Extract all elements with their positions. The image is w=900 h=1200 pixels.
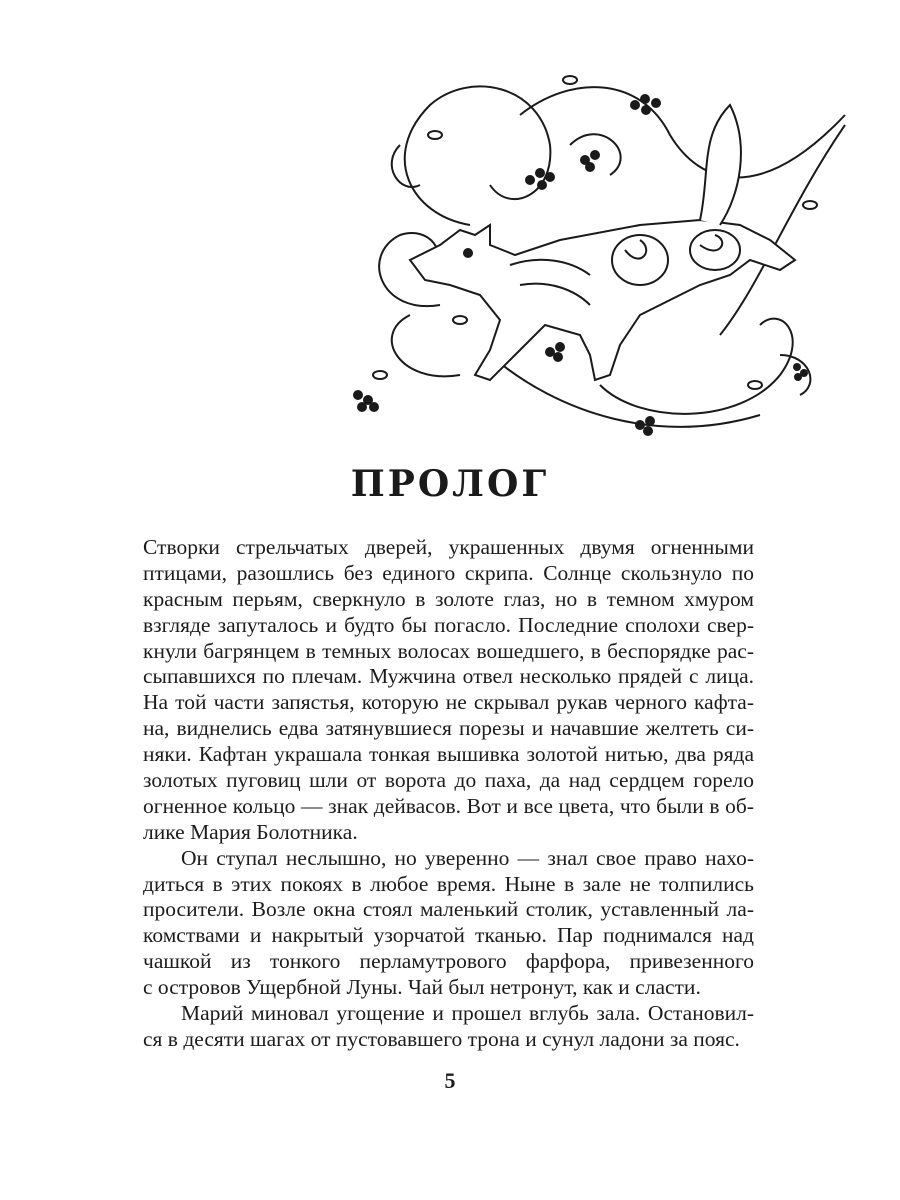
page-number: 5 xyxy=(444,1068,456,1093)
text-line: няки. Кафтан украшала тонкая вышивка золотой нитью, два ряда xyxy=(143,742,754,767)
text-line: комствами и накрытый узорчатой тканью. Пар поднимался над xyxy=(143,923,754,948)
text-line: сыпавшихся по плечам. Мужчина отвел несколько прядей с лица. xyxy=(143,664,754,689)
text-line: На той части запястья, которую не скрывал рукав черного кафта- xyxy=(143,690,754,715)
text-line: Марий миновал угощение и прошел вглубь зала. Остановил- xyxy=(181,1001,754,1026)
chapter-title: ПРОЛОГ xyxy=(350,463,550,505)
text-line: просители. Возле окна стоял маленький столик, уставленный ла- xyxy=(143,897,754,922)
fox-ornament-illustration xyxy=(340,55,850,455)
body-text xyxy=(143,535,754,1053)
text-line: на, виднелись едва затянувшиеся порезы и начавшие желтеть си- xyxy=(143,716,754,741)
text-line: красным перьям, сверкнуло в золоте глаз, но в темном хмуром xyxy=(143,586,754,611)
text-line: огненное кольцо — знак дейвасов. Вот и все цвета, что были в об- xyxy=(143,793,754,818)
text-line: Створки стрельчатых дверей, украшенных двумя огненными xyxy=(143,535,754,559)
text-line: чашкой из тонкого перламутрового фарфора, привезенного xyxy=(143,949,754,974)
text-line: ся в десяти шагах от пустовавшего трона и сунул ладони за пояс. xyxy=(143,1026,740,1051)
text-line: птицами, разошлись без единого скрипа. Солнце скользнуло по xyxy=(143,560,754,585)
fox-figure xyxy=(410,105,795,380)
text-line: диться в этих покоях в любое время. Ныне в зале не толпились xyxy=(143,871,754,896)
text-line: с островов Ущербной Луны. Чай был нетронут, как и сласти. xyxy=(143,975,701,1000)
text-line: Он ступал неслышно, но уверенно — знал свое право нахо- xyxy=(181,845,754,870)
text-line: золотых пуговиц шли от ворота до паха, да над сердцем горело xyxy=(143,768,754,793)
text-line: кнули багрянцем в темных волосах вошедшего, в беспорядке рас- xyxy=(143,638,754,663)
text-line: лике Мария Болотника. xyxy=(143,819,358,844)
text-line: взгляде запуталось и будто бы погасло. Последние сполохи свер- xyxy=(143,612,754,637)
